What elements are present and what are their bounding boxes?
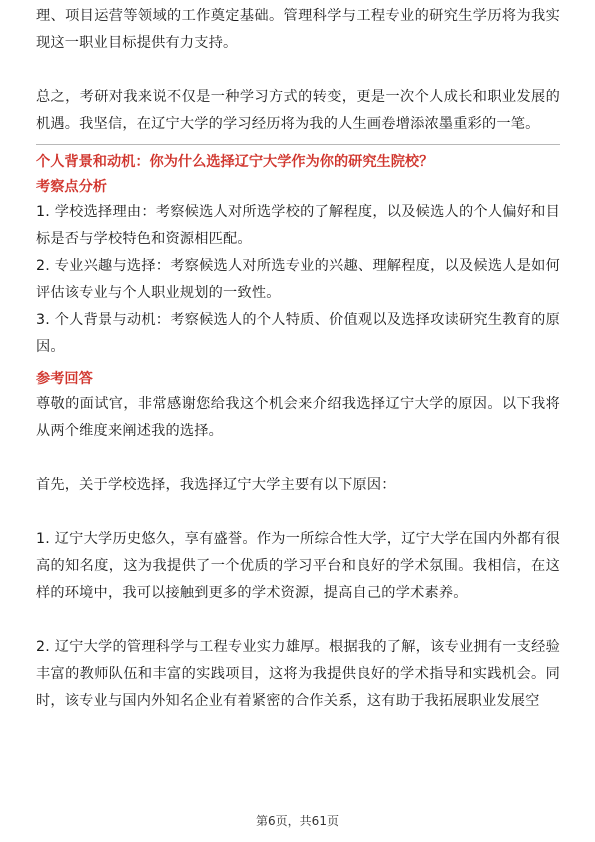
spacer bbox=[36, 499, 560, 526]
analysis-item-3: 3. 个人背景与动机：考察候选人的个人特质、价值观以及选择攻读研究生教育的原因。 bbox=[36, 312, 560, 355]
answer-paragraph-4: 2. 辽宁大学的管理科学与工程专业实力雄厚。根据我的了解，该专业拥有一支经验丰富的教师队伍和丰富的实践项目，这将为我提供良好的学术指导和实践机会。同时，该专业与国内外知名企业有着紧密的合作关系，这有助于我拓展职业发展空 bbox=[36, 639, 560, 709]
analysis-item-2: 2. 专业兴趣与选择：考察候选人对所选专业的兴趣、理解程度，以及候选人是如何评估该专业与个人职业规划的一致性。 bbox=[36, 258, 560, 301]
page-footer: 第6页，共61页 bbox=[256, 814, 339, 828]
intro-paragraph-2: 总之，考研对我来说不仅是一种学习方式的转变，更是一次个人成长和职业发展的机遇。我坚信，在辽宁大学的学习经历将为我的人生画卷增添浓墨重彩的一笔。 bbox=[36, 89, 560, 132]
answer-title: 参考回答 bbox=[36, 371, 93, 387]
analysis-item-1: 1. 学校选择理由：考察候选人对所选学校的了解程度，以及候选人的个人偏好和目标是否与学校特色和资源相匹配。 bbox=[36, 204, 560, 247]
analysis-title: 考察点分析 bbox=[36, 179, 107, 195]
answer-paragraph-1: 尊敬的面试官，非常感谢您给我这个机会来介绍我选择辽宁大学的原因。以下我将从两个维度来阐述我的选择。 bbox=[36, 396, 560, 439]
answer-paragraph-2: 首先，关于学校选择，我选择辽宁大学主要有以下原因： bbox=[36, 477, 396, 493]
spacer bbox=[36, 445, 560, 472]
section-divider bbox=[36, 144, 560, 145]
spacer bbox=[36, 57, 560, 84]
intro-paragraph-1: 理、项目运营等领域的工作奠定基础。管理科学与工程专业的研究生学历将为我实现这一职业目标提供有力支持。 bbox=[36, 8, 560, 51]
question-heading: 个人背景和动机：你为什么选择辽宁大学作为你的研究生院校？ bbox=[36, 154, 434, 170]
answer-paragraph-3: 1. 辽宁大学历史悠久，享有盛誉。作为一所综合性大学，辽宁大学在国内外都有很高的知名度，这为我提供了一个优质的学习平台和良好的学术氛围。我相信，在这样的环境中，我可以接触到更多的学术资源，提高自己的学术素养。 bbox=[36, 531, 560, 601]
spacer bbox=[36, 607, 560, 634]
document-page bbox=[36, 0, 560, 715]
